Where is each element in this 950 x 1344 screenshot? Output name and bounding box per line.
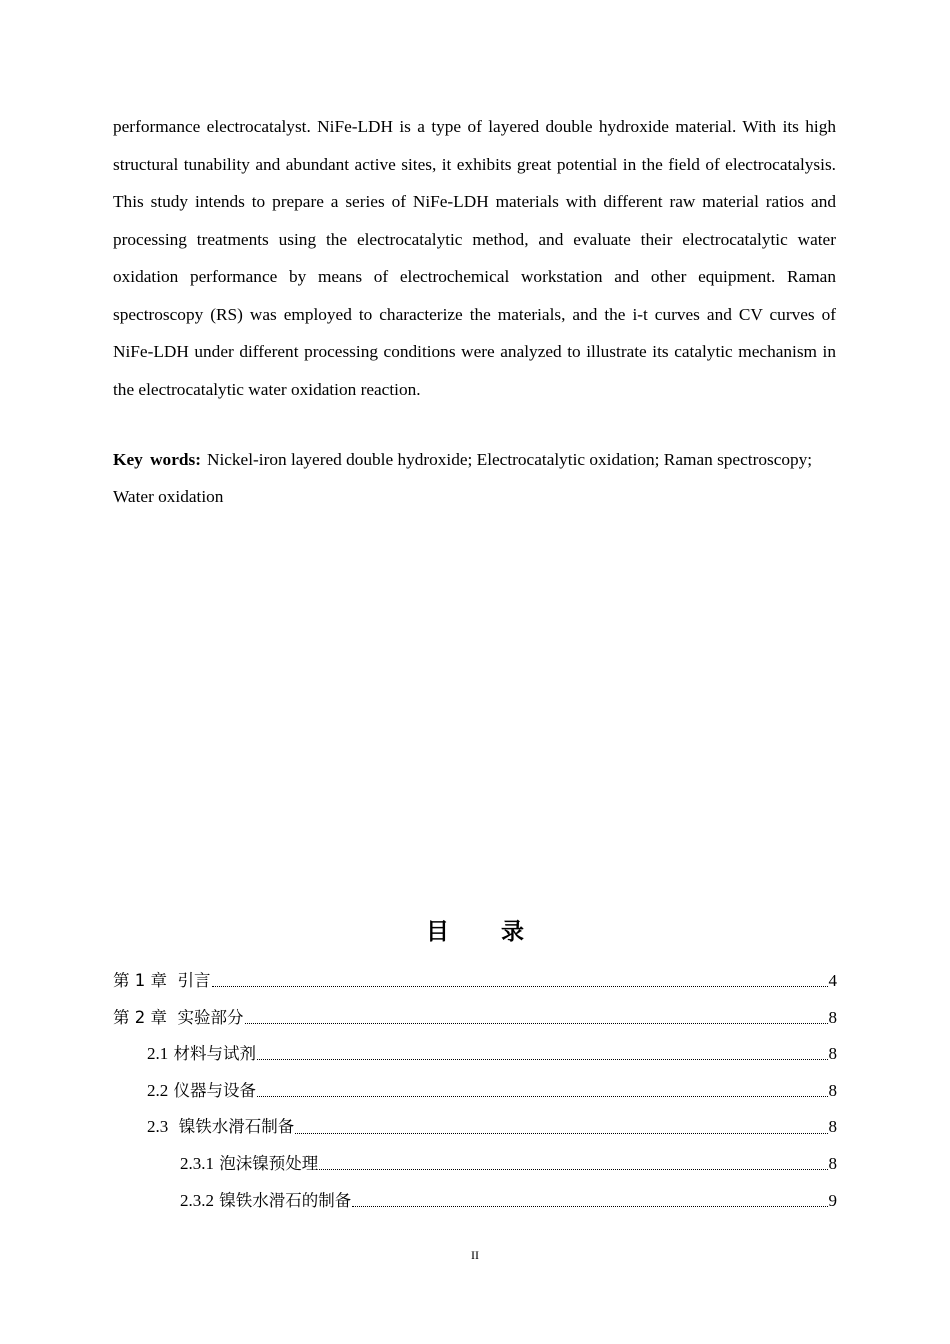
toc-entry-chapter-2[interactable] xyxy=(113,1000,837,1037)
toc-entry-number: 2.3 xyxy=(147,1117,169,1137)
toc-entry-number: 2.1 xyxy=(147,1044,169,1064)
toc-dot-leader xyxy=(295,1118,827,1138)
toc-dot-leader xyxy=(257,1044,828,1064)
toc-entry-page: 8 xyxy=(828,1080,837,1100)
abstract-paragraph: performance electrocatalyst. NiFe-LDH is a type of layered double hydroxide material. With its high structural tunability and abundant active sites, it exhibits great potential in the field of electrocatalysis. This study intends to prepare a series of NiFe-LDH materials with different raw material ratios and processing treatments using the electrocatalytic method, and evaluate their electrocatalytic water oxidation performance by means of electrochemical workstation and other equipment. Raman spectroscopy (RS) was employed to characterize the materials, and the i-t curves and CV curves of NiFe-LDH under different processing conditions were analyzed to illustrate its catalytic mechanism in the electrocatalytic water oxidation reaction. xyxy=(113,117,836,399)
toc-entry-title: 实验部分 xyxy=(177,1007,244,1027)
toc-entry-title: 镍铁水滑石制备 xyxy=(178,1117,295,1137)
toc-entry-label xyxy=(180,1146,318,1183)
toc-entry-page: 8 xyxy=(828,1117,837,1137)
keywords-text: Nickel-iron layered double hydroxide; Electrocatalytic oxidation; Raman spectroscopy; Water oxidation xyxy=(113,450,813,506)
toc-entry-title: 材料与试剂 xyxy=(173,1044,256,1064)
table-of-contents xyxy=(113,963,837,1219)
toc-entry-number: 第 1 章 xyxy=(113,971,167,990)
toc-entry-page: 8 xyxy=(828,1007,837,1027)
toc-entry-page: 9 xyxy=(828,1190,837,1210)
page-number: II xyxy=(471,1248,479,1262)
toc-dot-leader xyxy=(352,1191,827,1211)
toc-entry-section-2-3-1[interactable] xyxy=(113,1146,837,1183)
toc-entry-label xyxy=(147,1036,256,1073)
toc-entry-number: 2.2 xyxy=(147,1080,169,1100)
toc-dot-leader xyxy=(212,971,828,991)
toc-entry-page: 8 xyxy=(828,1153,837,1173)
toc-entry-section-2-3[interactable] xyxy=(113,1109,837,1146)
toc-entry-page: 4 xyxy=(828,971,837,990)
toc-entry-label xyxy=(147,1073,256,1110)
toc-entry-number: 2.3.1 xyxy=(180,1153,214,1173)
toc-entry-title: 仪器与设备 xyxy=(173,1080,256,1100)
toc-entry-title: 镍铁水滑石的制备 xyxy=(219,1190,352,1210)
toc-entry-title: 引言 xyxy=(177,971,211,990)
toc-dot-leader xyxy=(257,1081,828,1101)
toc-entry-label xyxy=(113,1000,244,1037)
toc-dot-leader xyxy=(245,1008,828,1028)
toc-entry-number: 2.3.2 xyxy=(180,1190,214,1210)
toc-entry-section-2-1[interactable] xyxy=(113,1036,837,1073)
toc-entry-section-2-3-2[interactable] xyxy=(113,1183,837,1220)
toc-entry-label xyxy=(147,1109,294,1146)
keywords-label: Key words: xyxy=(113,450,201,469)
toc-entry-number: 第 2 章 xyxy=(113,1007,167,1027)
toc-title: 目 录 xyxy=(425,919,546,945)
toc-entry-chapter-1[interactable] xyxy=(113,963,837,1000)
toc-entry-label xyxy=(113,963,211,1000)
toc-entry-label xyxy=(180,1183,351,1220)
toc-dot-leader xyxy=(319,1154,827,1174)
toc-entry-page: 8 xyxy=(828,1044,837,1064)
keywords-line xyxy=(113,441,836,515)
toc-entry-section-2-2[interactable] xyxy=(113,1073,837,1110)
toc-entry-title: 泡沫镍预处理 xyxy=(219,1153,319,1173)
